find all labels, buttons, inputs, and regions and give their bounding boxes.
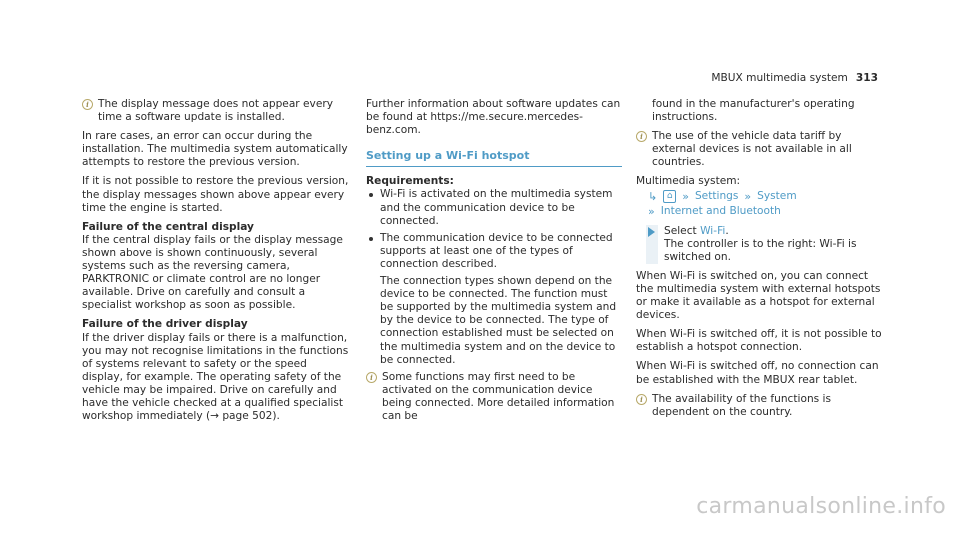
heading-central-display: Failure of the central display — [82, 220, 254, 233]
path-row — [648, 189, 886, 204]
paragraph: Further information about software updates can be found at https://me.secure.mercedes-benz.com. — [366, 98, 621, 137]
home-icon[interactable]: ⌂ — [663, 190, 676, 203]
column-2 — [366, 98, 622, 429]
paragraph: found in the manufacturer's operating instructions. — [652, 98, 855, 124]
info-note — [366, 371, 622, 423]
wifi-option[interactable]: Wi-Fi — [700, 224, 726, 237]
heading-driver-display: Failure of the driver display — [82, 318, 248, 331]
info-icon: i — [636, 394, 647, 405]
page-number: 313 — [855, 72, 878, 84]
info-icon: i — [82, 99, 93, 110]
note-text: Some functions may first need to be activated on the communication device being connected. More detailed information can be — [382, 370, 615, 422]
path-internet-bluetooth[interactable]: Internet and Bluetooth — [660, 204, 781, 217]
requirements-list — [366, 188, 622, 366]
page-header — [711, 72, 878, 84]
info-icon: i — [636, 131, 647, 142]
page-reference-link[interactable]: → page 502). — [210, 410, 280, 423]
info-note — [82, 98, 350, 124]
paragraph: When Wi-Fi is switched on, you can connect the multimedia system with external hotspots or make it available as a hotspot for external devices. — [636, 269, 881, 322]
bullet-icon — [369, 193, 373, 197]
list-item — [366, 232, 622, 367]
path-settings[interactable]: Settings — [694, 189, 739, 202]
list-item-text: Wi-Fi is activated on the multimedia system and the communication device to be connected. — [380, 188, 613, 227]
section-title: Setting up a Wi-Fi hotspot — [366, 149, 622, 167]
note-text: The use of the vehicle data tariff by external devices is not available in all countries. — [652, 130, 852, 169]
list-item-text: The communication device to be connected supports at least one of the types of connection described. — [380, 231, 613, 270]
info-icon: i — [366, 372, 377, 383]
instruction-step — [636, 225, 886, 264]
chapter-title: MBUX multimedia system — [711, 72, 848, 84]
paragraph: If it is not possible to restore the previous version, the display messages shown above appear every time the engine is started. — [82, 175, 349, 214]
double-chevron-icon: » — [682, 189, 689, 203]
info-note — [636, 130, 886, 169]
paragraph: When Wi-Fi is switched off, no connection can be established with the MBUX rear tablet. — [636, 360, 879, 386]
multimedia-system-label: Multimedia system: — [636, 175, 741, 188]
note-text: The availability of the functions is dependent on the country. — [652, 392, 832, 418]
info-note — [636, 393, 886, 419]
double-chevron-icon: » — [648, 204, 655, 218]
menu-path — [636, 189, 886, 219]
paragraph-text: If the driver display fails or there is a malfunction, you may not recognise limitations in the functions of systems relevant to safety or the speed display, for example. The operating safety of the vehicle may be impaired. Drive on carefully and have the vehicle checked at a qualified specialist workshop immediately ( — [82, 331, 349, 423]
path-row — [648, 204, 886, 219]
step-prefix: Select — [664, 224, 701, 237]
paragraph: In rare cases, an error can occur during the installation. The multimedia system automatically attempts to restore the previous version. — [82, 130, 348, 169]
step-text — [664, 225, 886, 238]
list-item — [366, 188, 622, 227]
list-item-detail: The connection types shown depend on the device to be connected. The function must be supported by the multimedia system and by the device to be connected. The type of connection established must be selected on the multimedia system and on the device to be connected. — [380, 275, 617, 366]
step-result: The controller is to the right: Wi-Fi is switched on. — [664, 237, 857, 263]
bullet-icon — [369, 237, 373, 241]
enter-arrow-icon: ↳ — [648, 189, 658, 203]
paragraph: When Wi-Fi is switched off, it is not possible to establish a hotspot connection. — [636, 328, 882, 354]
step-suffix: . — [725, 224, 729, 237]
column-3 — [636, 98, 886, 425]
play-arrow-icon — [648, 227, 655, 237]
requirements-label: Requirements: — [366, 175, 454, 188]
paragraph: If the central display fails or the display message shown above is shown continuously, several systems such as the reversing camera, PARKTRONIC or climate control are no longer available. Drive on carefully and consult a specialist workshop as soon as possible. — [82, 233, 343, 312]
paragraph — [82, 332, 350, 424]
watermark: carmanualsonline.info — [696, 494, 946, 519]
double-chevron-icon: » — [744, 189, 752, 203]
note-text: The display message does not appear every time a software update is installed. — [98, 98, 333, 124]
column-1 — [82, 98, 350, 429]
path-system[interactable]: System — [757, 189, 797, 202]
